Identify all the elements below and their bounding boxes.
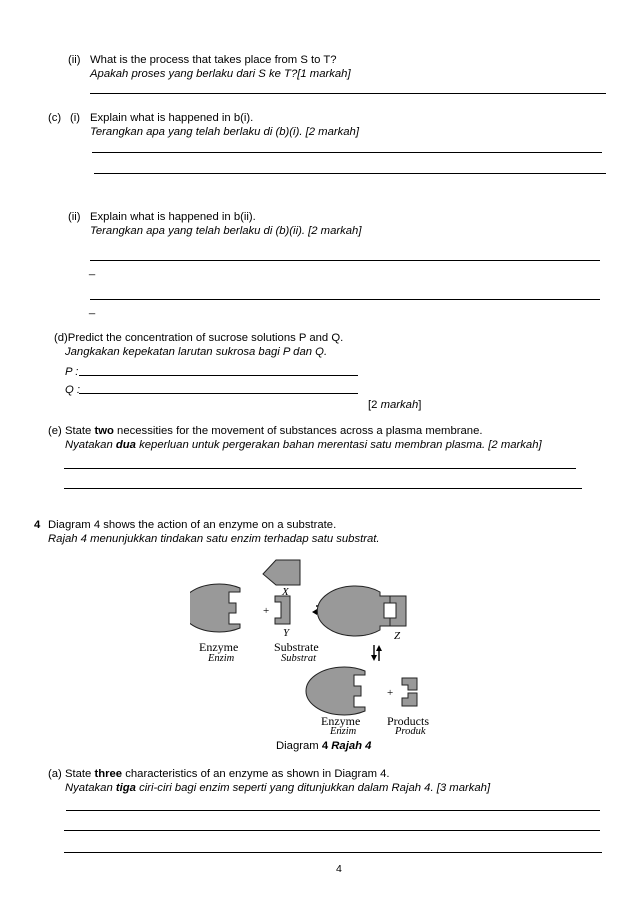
question-c-ii-english: Explain what is happened in b(ii). [90,211,256,223]
answer-line-continuation: _ [89,264,96,276]
answer-line[interactable] [90,260,600,261]
question-b-ii-malay: Apakah proses yang berlaku dari S ke T?[1 markah] [90,68,351,80]
question-c-ii-malay: Terangkan apa yang telah berlaku di (b)(ii). [2 markah] [90,225,362,237]
substrate-part-y [275,596,290,624]
enzyme-substrate-diagram [190,556,452,734]
question-c-ii-number: (ii) [68,211,81,223]
enzyme-substrate-complex [317,586,390,636]
question-e-english: (e) State two necessities for the movement of substances across a plasma membrane. [48,425,483,437]
label-x: X [282,586,289,598]
question-d-marks: [2 markah] [368,399,422,411]
substrate-label: Substrate [274,640,319,654]
answer-line[interactable] [90,299,600,300]
question-c-i-malay: Terangkan apa yang telah berlaku di (b)(i). [2 markah] [90,126,359,138]
question-4-english: Diagram 4 shows the action of an enzyme on a substrate. [48,519,337,531]
diagram-caption: Diagram 4 Rajah 4 [276,740,372,752]
label-z: Z [394,630,401,642]
answer-line[interactable] [90,93,606,94]
answer-line[interactable] [92,152,602,153]
question-d-malay: Jangkakan kepekatan larutan sukrosa bagi P dan Q. [65,346,328,358]
enzim-label-2: Enzim [330,726,357,734]
substrate-part-x [263,560,300,585]
question-4a-english: (a) State three characteristics of an enzyme as shown in Diagram 4. [48,768,390,780]
product-shape [402,693,417,706]
question-e-malay: Nyatakan dua keperluan untuk pergerakan bahan merentasi satu membran plasma. [2 markah] [65,439,542,451]
product-shape [402,678,417,690]
enzyme-shape [306,667,365,715]
produk-label: Produk [395,726,426,734]
answer-line[interactable] [64,468,576,469]
question-c-label: (c) [48,112,62,124]
label-y: Y [283,627,290,639]
answer-p-line[interactable] [79,375,358,376]
question-4-number: 4 [34,519,41,531]
question-b-ii-english: What is the process that takes place from S to T? [90,54,337,66]
products-label: Products [387,714,429,728]
question-4-malay: Rajah 4 menunjukkan tindakan satu enzim terhadap satu substrat. [48,533,380,545]
answer-p-label: P : [65,366,79,378]
plus-sign: + [387,687,394,699]
answer-line[interactable] [64,830,600,831]
page-number: 4 [336,863,342,875]
bound-substrate [390,596,406,626]
answer-line[interactable] [66,810,600,811]
question-b-ii-number: (ii) [68,54,81,66]
question-d-english: (d)Predict the concentration of sucrose solutions P and Q. [54,332,344,344]
plus-sign: + [263,605,270,617]
answer-line[interactable] [94,173,606,174]
answer-line-continuation: _ [89,303,96,315]
substrat-label: Substrat [281,653,317,664]
answer-q-label: Q : [65,384,81,396]
answer-line[interactable] [64,488,582,489]
enzim-label: Enzim [208,653,235,664]
enzyme-shape [190,584,240,632]
question-c-i-number: (i) [70,112,81,124]
answer-line[interactable] [64,852,602,853]
enzyme-label: Enzyme [199,640,239,654]
answer-q-line[interactable] [79,393,358,394]
question-4a-malay: Nyatakan tiga ciri-ciri bagi enzim seperti yang ditunjukkan dalam Rajah 4. [3 markah] [65,782,491,794]
question-c-i-english: Explain what is happened in b(i). [90,112,254,124]
enzyme-label-2: Enzyme [321,714,361,728]
